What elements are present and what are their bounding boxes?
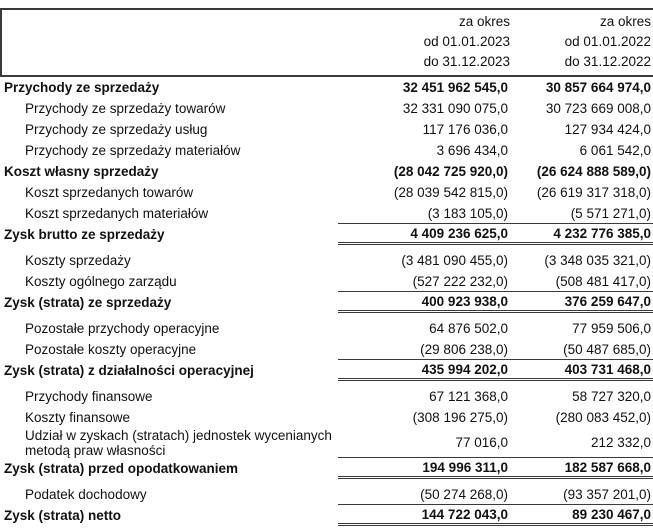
row-label: Przychody ze sprzedaży xyxy=(4,80,160,95)
row-label: Podatek dochodowy xyxy=(25,487,147,502)
item-row xyxy=(0,318,653,339)
value-period-2: 376 259 647,0 xyxy=(508,292,653,313)
period-2-header-line-3: do 31.12.2022 xyxy=(564,54,651,69)
item-row xyxy=(0,250,653,271)
row-label: Zysk (strata) przed opodatkowaniem xyxy=(4,461,239,476)
row-label: Koszty ogólnego zarządu xyxy=(25,274,177,289)
header-label-spacer xyxy=(2,12,338,72)
item-row xyxy=(0,407,653,428)
value-period-2: 4 232 776 385,0 xyxy=(508,224,653,245)
value-period-1: (29 806 238,0) xyxy=(338,339,508,360)
value-period-2: 77 959 506,0 xyxy=(572,321,651,336)
item-row xyxy=(0,98,653,119)
value-period-1: (28 039 542 815,0) xyxy=(393,185,508,200)
item-row xyxy=(0,182,653,203)
statement-rows xyxy=(0,77,653,526)
value-period-2: (93 357 201,0) xyxy=(508,484,653,505)
value-period-1: (527 222 232,0) xyxy=(338,271,508,292)
total-row xyxy=(0,77,653,98)
total-row xyxy=(0,360,653,381)
value-period-1: 4 409 236 625,0 xyxy=(338,224,508,245)
period-2-header-line-2: od 01.01.2022 xyxy=(564,34,651,49)
value-period-1: 117 176 036,0 xyxy=(422,122,508,137)
value-period-1: 64 876 502,0 xyxy=(429,321,508,336)
item-row xyxy=(0,484,653,505)
value-period-2: (50 487 685,0) xyxy=(508,339,653,360)
value-period-1: 435 994 202,0 xyxy=(338,360,508,381)
value-period-2: 89 230 467,0 xyxy=(508,505,653,526)
value-period-1: 32 331 090 075,0 xyxy=(402,101,508,116)
value-period-2: 212 332,0 xyxy=(508,428,653,458)
value-period-1: (3 183 105,0) xyxy=(338,203,508,224)
value-period-1: (308 196 275,0) xyxy=(412,410,508,425)
value-period-2: 403 731 468,0 xyxy=(508,360,653,381)
row-label: Przychody ze sprzedaży materiałów xyxy=(25,143,241,158)
period-2-header-line-1: za okres xyxy=(599,14,651,29)
value-period-2: 182 587 668,0 xyxy=(508,458,653,479)
row-label: Koszt sprzedanych towarów xyxy=(25,185,194,200)
value-period-2: (508 481 417,0) xyxy=(508,271,653,292)
row-label: Przychody ze sprzedaży towarów xyxy=(25,101,226,116)
value-period-2: (280 083 452,0) xyxy=(555,410,651,425)
row-label: Udział w zyskach (stratach) jednostek wycenianych metodą praw własności xyxy=(25,428,332,458)
total-row xyxy=(0,505,653,526)
period-1-header-line-1: za okres xyxy=(458,14,510,29)
value-period-2: 30 723 669 008,0 xyxy=(545,101,651,116)
period-header xyxy=(0,8,653,77)
row-label: Koszty sprzedaży xyxy=(25,253,131,268)
row-label: Koszty finansowe xyxy=(25,410,131,425)
period-1-header-line-3: do 31.12.2023 xyxy=(423,54,510,69)
value-period-1: (3 481 090 455,0) xyxy=(401,253,508,268)
value-period-2: (5 571 271,0) xyxy=(508,203,653,224)
value-period-1: (50 274 268,0) xyxy=(338,484,508,505)
total-row xyxy=(0,161,653,182)
value-period-2: (3 348 035 321,0) xyxy=(544,253,651,268)
row-label: Pozostałe przychody operacyjne xyxy=(25,321,220,336)
value-period-2: 58 727 320,0 xyxy=(572,389,651,404)
row-label: Przychody finansowe xyxy=(25,389,153,404)
value-period-2: 6 061 542,0 xyxy=(579,143,651,158)
row-label: Zysk (strata) netto xyxy=(4,508,122,523)
value-period-2: 30 857 664 974,0 xyxy=(545,80,651,95)
period-1-header-line-2: od 01.01.2023 xyxy=(423,34,510,49)
value-period-2: (26 624 888 589,0) xyxy=(536,164,651,179)
value-period-1: (28 042 725 920,0) xyxy=(393,164,508,179)
value-period-1: 77 016,0 xyxy=(338,428,508,458)
total-row xyxy=(0,292,653,313)
value-period-1: 400 923 938,0 xyxy=(338,292,508,313)
total-row xyxy=(0,458,653,479)
row-label: Zysk (strata) ze sprzedaży xyxy=(4,295,172,310)
value-period-1: 144 722 043,0 xyxy=(338,505,508,526)
item-row xyxy=(0,386,653,407)
item-row xyxy=(0,339,653,360)
value-period-1: 67 121 368,0 xyxy=(429,389,508,404)
value-period-2: 127 934 424,0 xyxy=(564,122,651,137)
value-period-1: 32 451 962 545,0 xyxy=(402,80,508,95)
row-label: Koszt sprzedanych materiałów xyxy=(25,206,209,221)
period-2-header xyxy=(510,12,653,72)
value-period-1: 3 696 434,0 xyxy=(436,143,508,158)
row-label: Zysk (strata) z działalności operacyjnej xyxy=(4,363,254,378)
item-row xyxy=(0,140,653,161)
item-row xyxy=(0,428,653,458)
total-row xyxy=(0,224,653,245)
item-row xyxy=(0,203,653,224)
item-row xyxy=(0,271,653,292)
value-period-1: 194 996 311,0 xyxy=(338,458,508,479)
item-row xyxy=(0,119,653,140)
row-label: Zysk brutto ze sprzedaży xyxy=(4,227,165,242)
row-label: Koszt własny sprzedaży xyxy=(4,164,159,179)
value-period-2: (26 619 317 318,0) xyxy=(536,185,651,200)
period-1-header xyxy=(338,12,510,72)
row-label: Przychody ze sprzedaży usług xyxy=(25,122,208,137)
row-label: Pozostałe koszty operacyjne xyxy=(25,342,197,357)
